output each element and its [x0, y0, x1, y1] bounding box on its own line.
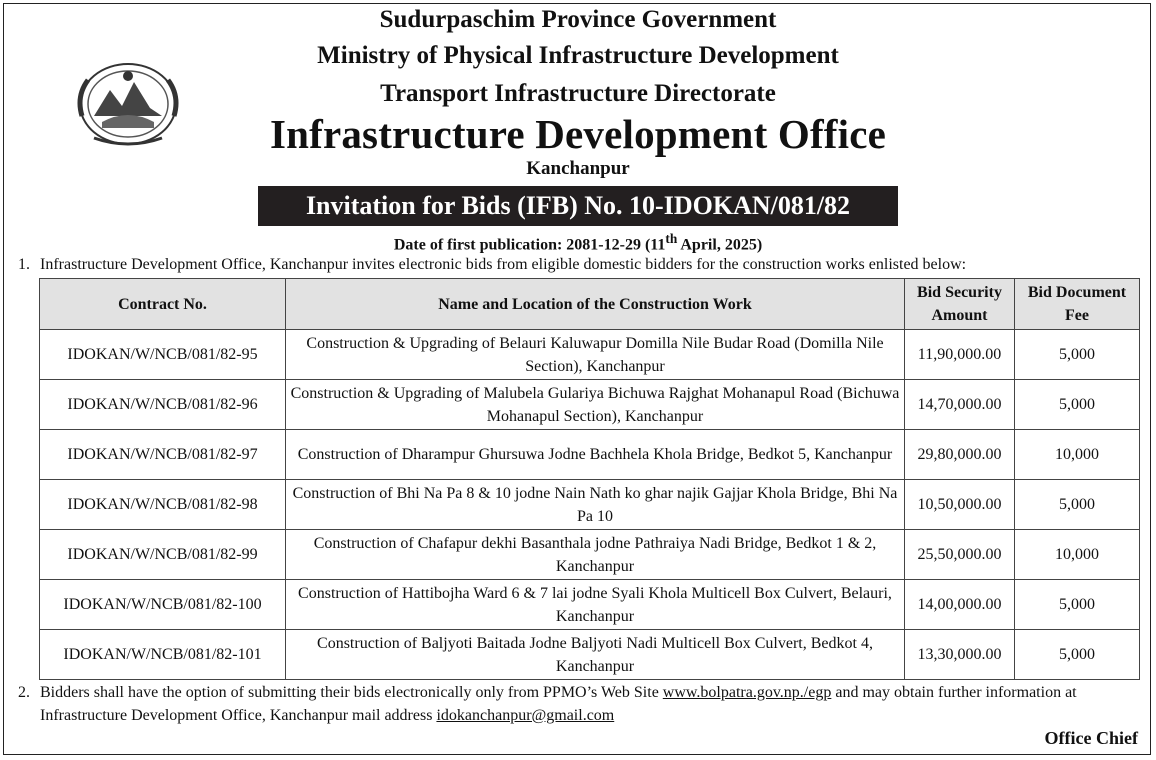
bid-table [39, 278, 1140, 680]
table-row [40, 630, 1140, 680]
bid-security: 29,80,000.00 [905, 430, 1015, 480]
document-fee: 10,000 [1015, 430, 1140, 480]
contract-no: IDOKAN/W/NCB/081/82-100 [40, 580, 286, 630]
work-name: Construction of Chafapur dekhi Basanthala jodne Pathraiya Nadi Bridge, Bedkot 1 & 2, Kanchanpur [286, 530, 905, 580]
table-row [40, 330, 1140, 380]
item-number: 1. [18, 256, 30, 273]
contract-no: IDOKAN/W/NCB/081/82-99 [40, 530, 286, 580]
contract-no: IDOKAN/W/NCB/081/82-98 [40, 480, 286, 530]
work-name: Construction & Upgrading of Malubela Gulariya Bichuwa Rajghat Mohanapul Road (Bichuwa Mohanapul Section), Kanchanpur [286, 380, 905, 430]
document-fee: 5,000 [1015, 330, 1140, 380]
table-header-row [40, 279, 1140, 330]
ifb-title: Invitation for Bids (IFB) No. 10-IDOKAN/081/82 [305, 191, 851, 220]
table-row [40, 480, 1140, 530]
ifb-title-bar [258, 186, 898, 226]
work-name: Construction of Hattibojha Ward 6 & 7 lai jodne Syali Khola Multicell Box Culvert, Belauri, Kanchanpur [286, 580, 905, 630]
item-number: 2. [18, 684, 30, 701]
signature-office-chief: Office Chief [1044, 728, 1138, 748]
table-row [40, 530, 1140, 580]
col-header-contract: Contract No. [40, 279, 286, 330]
intro-text: Infrastructure Development Office, Kanchanpur invites electronic bids from eligible domestic bidders for the construction works enlisted below: [40, 256, 967, 273]
work-name: Construction of Bhi Na Pa 8 & 10 jodne Nain Nath ko ghar najik Gajjar Khola Bridge, Bhi Na Pa 10 [286, 480, 905, 530]
publication-date: Date of first publication: 2081-12-29 (11th April, 2025) [393, 231, 763, 254]
document-fee: 5,000 [1015, 580, 1140, 630]
contract-no: IDOKAN/W/NCB/081/82-95 [40, 330, 286, 380]
document-fee: 5,000 [1015, 380, 1140, 430]
col-header-work: Name and Location of the Construction Work [286, 279, 905, 330]
bid-security: 10,50,000.00 [905, 480, 1015, 530]
submission-paragraph [18, 681, 1138, 727]
col-header-fee: Bid Document Fee [1015, 279, 1140, 330]
table-row [40, 380, 1140, 430]
contract-no: IDOKAN/W/NCB/081/82-96 [40, 380, 286, 430]
province-heading: Sudurpaschim Province Government [379, 6, 777, 33]
submission-text: Bidders shall have the option of submitting their bids electronically only from PPMO’s Web Site www.bolpatra.gov.np./egp and may obtain further information at Infrastructure Development Office, Kanchanpur mail address idokanchanpur@gmail.com [40, 684, 1077, 724]
work-name: Construction & Upgrading of Belauri Kaluwapur Domilla Nile Budar Road (Domilla Nile Section), Kanchanpur [286, 330, 905, 380]
office-title: Infrastructure Development Office [269, 111, 887, 157]
office-email-link[interactable]: idokanchanpur@gmail.com [436, 707, 615, 724]
office-location: Kanchanpur [526, 158, 630, 179]
bid-security: 11,90,000.00 [905, 330, 1015, 380]
bid-security: 25,50,000.00 [905, 530, 1015, 580]
bid-security: 13,30,000.00 [905, 630, 1015, 680]
directorate-heading: Transport Infrastructure Directorate [380, 80, 776, 107]
table-row [40, 580, 1140, 630]
contract-no: IDOKAN/W/NCB/081/82-101 [40, 630, 286, 680]
ppmo-website-link[interactable]: www.bolpatra.gov.np./egp [662, 684, 832, 701]
document-fee: 5,000 [1015, 630, 1140, 680]
bid-security: 14,70,000.00 [905, 380, 1015, 430]
work-name: Construction of Dharampur Ghursuwa Jodne Bachhela Khola Bridge, Bedkot 5, Kanchanpur [286, 430, 905, 480]
ministry-heading: Ministry of Physical Infrastructure Development [317, 42, 839, 69]
table-row [40, 430, 1140, 480]
document-fee: 5,000 [1015, 480, 1140, 530]
work-name: Construction of Baljyoti Baitada Jodne Baljyoti Nadi Multicell Box Culvert, Bedkot 4, Kanchanpur [286, 630, 905, 680]
contract-no: IDOKAN/W/NCB/081/82-97 [40, 430, 286, 480]
col-header-security: Bid Security Amount [905, 279, 1015, 330]
intro-paragraph [18, 253, 1148, 276]
document-fee: 10,000 [1015, 530, 1140, 580]
bid-security: 14,00,000.00 [905, 580, 1015, 630]
